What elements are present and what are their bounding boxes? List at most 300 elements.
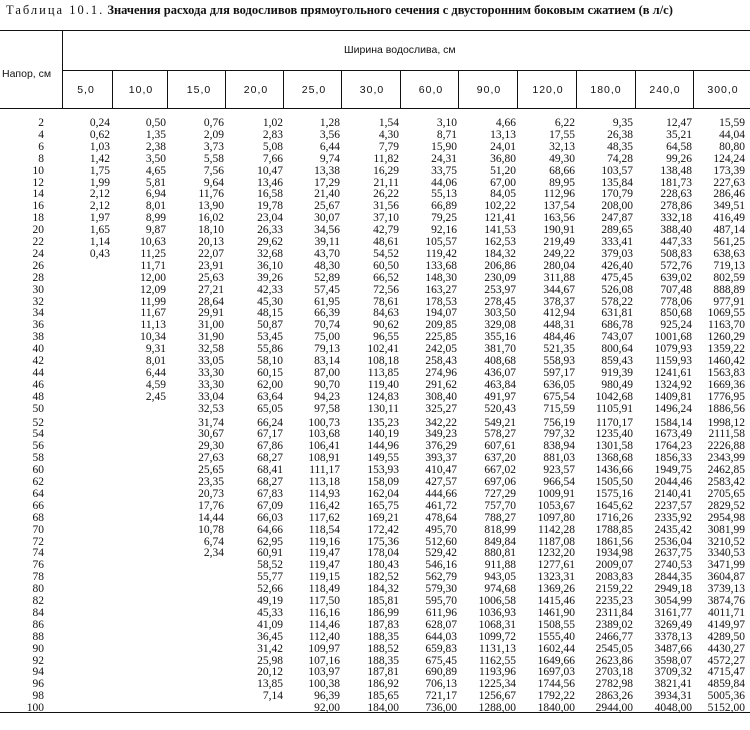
table-cell: 67,86 — [257, 440, 283, 453]
table-cell: 2,45 — [145, 390, 166, 403]
table-cell: 1301,58 — [595, 440, 633, 453]
table-cell: 3054,99 — [654, 595, 692, 607]
table-cell: 66,03 — [257, 511, 283, 524]
table-title: Значения расхода для водосливов прямоугольного сечения с двусторонним боковым сжатием (в л/с) — [107, 3, 673, 17]
table-cell: 1436,66 — [595, 464, 633, 477]
table-cell: 3709,32 — [654, 666, 692, 679]
table-cell: 68,66 — [549, 164, 575, 177]
table-cell: 66,52 — [373, 271, 399, 284]
table-cell: 1460,42 — [707, 355, 745, 367]
table-cell: 118,54 — [308, 523, 340, 536]
head-value: 46 — [32, 378, 44, 391]
table-cell: 706,13 — [425, 678, 457, 691]
table-cell: 31,00 — [198, 319, 224, 332]
head-value: 24 — [32, 247, 44, 260]
table-cell: 736,00 — [425, 702, 457, 715]
table-cell: 4,59 — [145, 378, 166, 391]
table-cell: 412,94 — [543, 307, 575, 320]
table-cell: 66,39 — [314, 307, 340, 320]
table-cell: 3874,76 — [707, 595, 745, 607]
table-cell: 0,76 — [203, 117, 224, 129]
table-cell: 149,55 — [367, 452, 399, 465]
table-cell: 1861,56 — [595, 535, 633, 548]
table-cell: 49,19 — [257, 595, 283, 607]
table-cell: 24,01 — [490, 140, 516, 153]
table-cell: 1162,55 — [479, 654, 516, 667]
table-cell: 12,00 — [140, 271, 166, 284]
table-cell: 2,34 — [203, 547, 224, 560]
table-cell: 727,29 — [484, 487, 516, 500]
column-header: 10,0 — [128, 84, 154, 96]
table-cell: 21,11 — [373, 176, 399, 189]
table-cell: 355,16 — [484, 331, 516, 344]
table-cell: 2237,57 — [654, 499, 692, 512]
table-cell: 8,71 — [436, 128, 457, 141]
table-cell: 344,67 — [543, 283, 575, 296]
table-cell: 227,63 — [713, 176, 745, 189]
table-cell: 9,31 — [145, 343, 166, 356]
table-cell: 757,70 — [484, 499, 516, 512]
table-cell: 21,40 — [314, 188, 340, 201]
table-caption — [6, 2, 746, 18]
table-cell: 911,88 — [484, 559, 516, 572]
table-cell: 3378,13 — [654, 630, 692, 643]
table-cell: 788,27 — [484, 511, 516, 524]
table-cell: 17,55 — [549, 128, 575, 141]
table-cell: 97,58 — [314, 402, 340, 415]
table-cell: 2235,23 — [595, 595, 633, 607]
table-cell: 2111,58 — [708, 428, 745, 441]
table-cell: 62,95 — [257, 535, 283, 548]
table-cell: 9,35 — [612, 117, 633, 129]
table-cell: 79,25 — [431, 212, 457, 225]
table-cell: 3081,99 — [707, 523, 745, 536]
table-cell: 1,35 — [145, 128, 166, 141]
table-cell: 74,28 — [607, 152, 633, 165]
head-value: 74 — [32, 547, 44, 560]
table-cell: 2044,46 — [654, 476, 692, 488]
table-cell: 690,89 — [425, 666, 457, 679]
head-value: 70 — [32, 523, 44, 536]
head-column-divider — [62, 30, 63, 109]
table-cell: 17,29 — [314, 176, 340, 189]
table-cell: 26,38 — [607, 128, 633, 141]
table-cell: 103,68 — [308, 428, 340, 441]
table-cell: 60,91 — [257, 547, 283, 560]
table-cell: 349,51 — [713, 200, 745, 213]
head-value: 84 — [32, 606, 44, 619]
head-value: 64 — [32, 487, 44, 500]
table-cell: 11,71 — [140, 259, 166, 272]
table-cell: 2466,77 — [595, 630, 633, 643]
table-cell: 23,91 — [198, 259, 224, 272]
table-cell: 1241,61 — [654, 366, 692, 379]
table-cell: 2944,00 — [595, 702, 633, 715]
table-cell: 546,16 — [425, 559, 457, 572]
table-cell: 109,97 — [308, 642, 340, 655]
head-value: 8 — [38, 152, 44, 165]
table-cell: 102,41 — [367, 343, 399, 356]
table-cell: 1053,67 — [537, 499, 575, 512]
table-cell: 90,62 — [373, 319, 399, 332]
table-cell: 121,41 — [484, 212, 516, 225]
table-cell: 1159,93 — [655, 355, 692, 367]
table-cell: 112,96 — [543, 188, 575, 201]
table-cell: 1,28 — [319, 117, 340, 129]
table-cell: 118,49 — [308, 583, 340, 596]
table-cell: 1359,22 — [707, 343, 745, 356]
table-cell: 54,52 — [373, 247, 399, 260]
table-cell: 4289,50 — [707, 630, 745, 643]
head-value: 32 — [32, 295, 44, 308]
table-cell: 278,45 — [484, 295, 516, 308]
column-divider — [576, 70, 577, 109]
table-cell: 178,04 — [367, 547, 399, 560]
table-cell: 2159,22 — [595, 583, 633, 596]
table-cell: 68,27 — [257, 476, 283, 488]
table-cell: 11,99 — [140, 295, 166, 308]
head-value: 30 — [32, 283, 44, 296]
table-cell: 5,81 — [145, 176, 166, 189]
table-cell: 170,79 — [601, 188, 633, 201]
table-cell: 1225,34 — [478, 678, 516, 691]
table-cell: 802,59 — [713, 271, 745, 284]
table-cell: 5,58 — [203, 152, 224, 165]
table-cell: 2389,02 — [595, 618, 633, 631]
table-cell: 64,66 — [257, 523, 283, 536]
table-cell: 242,05 — [425, 343, 457, 356]
table-cell: 966,54 — [543, 476, 575, 488]
head-value: 4 — [38, 128, 44, 141]
table-cell: 1042,68 — [595, 390, 633, 403]
table-cell: 2343,99 — [707, 452, 745, 465]
table-cell: 31,90 — [198, 331, 224, 344]
table-cell: 2705,65 — [707, 487, 745, 500]
table-cell: 1856,33 — [654, 452, 692, 465]
table-cell: 11,82 — [373, 152, 399, 165]
head-value: 72 — [32, 535, 44, 548]
head-header: Напор, см — [2, 68, 52, 80]
head-value: 20 — [32, 224, 44, 237]
table-cell: 137,54 — [543, 200, 575, 213]
table-cell: 148,30 — [425, 271, 457, 284]
table-cell: 707,48 — [660, 283, 692, 296]
table-cell: 22,07 — [198, 247, 224, 260]
table-cell: 436,07 — [484, 366, 516, 379]
table-cell: 426,40 — [601, 259, 633, 272]
column-divider — [400, 70, 401, 109]
table-cell: 184,00 — [367, 702, 399, 715]
table-cell: 697,06 — [484, 476, 516, 488]
table-cell: 29,62 — [257, 236, 283, 248]
table-cell: 1170,17 — [596, 416, 633, 429]
table-cell: 133,68 — [425, 259, 457, 272]
table-cell: 90,70 — [314, 378, 340, 391]
table-cell: 448,31 — [543, 319, 575, 332]
table-cell: 2703,18 — [595, 666, 633, 679]
head-value: 38 — [32, 331, 44, 344]
table-cell: 3487,66 — [654, 642, 692, 655]
head-value: 28 — [32, 271, 44, 284]
table-cell: 1602,44 — [537, 642, 575, 655]
table-cell: 4,65 — [145, 164, 166, 177]
table-cell: 3,56 — [319, 128, 340, 141]
table-cell: 188,35 — [367, 630, 399, 643]
table-cell: 881,03 — [543, 452, 575, 465]
table-cell: 639,02 — [660, 271, 692, 284]
table-cell: 26,33 — [257, 224, 283, 237]
width-header: Ширина водослива, см — [344, 44, 456, 56]
table-cell: 1099,72 — [478, 630, 516, 643]
table-cell: 797,32 — [543, 428, 575, 441]
table-cell: 487,14 — [713, 224, 745, 237]
table-cell: 0,24 — [89, 117, 110, 129]
table-cell: 30,67 — [198, 428, 224, 441]
table-cell: 194,07 — [425, 307, 457, 320]
table-cell: 53,45 — [257, 331, 283, 344]
table-cell: 5152,00 — [707, 702, 745, 715]
table-cell: 10,47 — [257, 164, 283, 177]
table-cell: 11,67 — [140, 307, 166, 320]
table-cell: 6,44 — [145, 366, 166, 379]
table-cell: 63,64 — [257, 390, 283, 403]
table-cell: 144,96 — [367, 440, 399, 453]
table-cell: 141,53 — [484, 224, 516, 237]
table-cell: 11,76 — [198, 188, 224, 201]
table-cell: 2949,18 — [654, 583, 692, 596]
table-cell: 463,84 — [484, 378, 516, 391]
table-cell: 20,73 — [198, 487, 224, 500]
table-cell: 1744,56 — [537, 678, 575, 691]
table-cell: 526,08 — [601, 283, 633, 296]
table-cell: 1934,98 — [595, 547, 633, 560]
table-cell: 329,08 — [484, 319, 516, 332]
table-cell: 11,13 — [140, 319, 166, 332]
table-cell: 925,24 — [660, 319, 692, 332]
table-cell: 2226,88 — [707, 440, 745, 453]
table-cell: 13,90 — [198, 200, 224, 213]
table-cell: 68,41 — [257, 464, 283, 477]
table-cell: 280,04 — [543, 259, 575, 272]
table-cell: 135,23 — [367, 416, 399, 429]
table-cell: 162,53 — [484, 236, 516, 248]
table-cell: 75,00 — [314, 331, 340, 344]
table-cell: 1792,22 — [537, 690, 575, 703]
table-cell: 119,42 — [425, 247, 457, 260]
table-cell: 6,74 — [203, 535, 224, 548]
table-cell: 1001,68 — [654, 331, 692, 344]
table-cell: 743,07 — [601, 331, 633, 344]
table-cell: 67,09 — [257, 499, 283, 512]
table-cell: 180,43 — [367, 559, 399, 572]
table-cell: 11,25 — [140, 247, 166, 260]
head-value: 94 — [32, 666, 44, 679]
table-cell: 190,91 — [543, 224, 575, 237]
table-cell: 3,73 — [203, 140, 224, 153]
table-cell: 163,56 — [543, 212, 575, 225]
table-cell: 1673,49 — [654, 428, 692, 441]
column-header: 5,0 — [77, 84, 95, 96]
table-cell: 258,43 — [425, 355, 457, 367]
table-cell: 188,52 — [367, 642, 399, 655]
table-cell: 342,22 — [425, 416, 457, 429]
table-cell: 349,23 — [425, 428, 457, 441]
table-cell: 8,01 — [145, 200, 166, 213]
table-cell: 379,03 — [601, 247, 633, 260]
table-cell: 68,27 — [257, 452, 283, 465]
table-cell: 9,74 — [319, 152, 340, 165]
table-cell: 562,79 — [425, 571, 457, 584]
head-value: 60 — [32, 464, 44, 477]
table-cell: 3,10 — [436, 117, 457, 129]
table-cell: 597,17 — [543, 366, 575, 379]
table-cell: 3604,87 — [707, 571, 745, 584]
table-cell: 1,42 — [89, 152, 110, 165]
table-cell: 1508,55 — [537, 618, 575, 631]
table-cell: 24,31 — [431, 152, 457, 165]
table-cell: 108,18 — [367, 355, 399, 367]
head-value: 6 — [38, 140, 44, 153]
table-cell: 64,58 — [666, 140, 692, 153]
head-value: 18 — [32, 212, 44, 225]
table-cell: 33,30 — [198, 366, 224, 379]
table-cell: 2637,75 — [654, 547, 692, 560]
head-value: 48 — [32, 390, 44, 403]
table-cell: 2083,83 — [595, 571, 633, 584]
head-value: 90 — [32, 642, 44, 655]
table-cell: 87,00 — [314, 366, 340, 379]
table-cell: 52,89 — [314, 271, 340, 284]
table-cell: 178,53 — [425, 295, 457, 308]
table-cell: 135,84 — [601, 176, 633, 189]
table-cell: 778,06 — [660, 295, 692, 308]
head-value: 36 — [32, 319, 44, 332]
table-cell: 55,77 — [257, 571, 283, 584]
table-cell: 112,40 — [308, 630, 340, 643]
table-cell: 4,66 — [495, 117, 516, 129]
table-cell: 2335,92 — [654, 511, 692, 524]
table-cell: 39,11 — [314, 236, 340, 248]
table-cell: 25,63 — [198, 271, 224, 284]
table-cell: 3340,53 — [707, 547, 745, 560]
table-cell: 44,04 — [719, 128, 745, 141]
table-cell: 1697,03 — [537, 666, 575, 679]
table-cell: 880,81 — [484, 547, 516, 560]
table-cell: 182,52 — [367, 571, 399, 584]
table-cell: 111,17 — [309, 464, 340, 477]
table-cell: 55,13 — [431, 188, 457, 201]
table-cell: 119,15 — [308, 571, 340, 584]
table-cell: 3934,31 — [654, 690, 692, 703]
table-cell: 0,62 — [89, 128, 110, 141]
table-cell: 888,89 — [713, 283, 745, 296]
table-cell: 184,32 — [484, 247, 516, 260]
table-cell: 14,44 — [198, 511, 224, 524]
head-value: 88 — [32, 630, 44, 643]
table-cell: 19,78 — [257, 200, 283, 213]
table-cell: 1409,81 — [654, 390, 692, 403]
table-cell: 219,49 — [543, 236, 575, 248]
table-cell: 116,42 — [308, 499, 340, 512]
table-cell: 2,09 — [203, 128, 224, 141]
table-cell: 1079,93 — [654, 343, 692, 356]
table-cell: 43,70 — [314, 247, 340, 260]
table-cell: 84,05 — [490, 188, 516, 201]
table-cell: 60,50 — [373, 259, 399, 272]
table-cell: 1840,00 — [537, 702, 575, 715]
table-cell: 410,47 — [425, 464, 457, 477]
table-cell: 225,85 — [425, 331, 457, 344]
table-cell: 1776,95 — [707, 390, 745, 403]
table-cell: 26,22 — [373, 188, 399, 201]
table-cell: 1369,26 — [537, 583, 575, 596]
table-cell: 1163,70 — [708, 319, 745, 332]
table-cell: 61,95 — [314, 295, 340, 308]
table-cell: 495,70 — [425, 523, 457, 536]
table-cell: 51,20 — [490, 164, 516, 177]
table-cell: 9,87 — [145, 224, 166, 237]
table-cell: 447,33 — [660, 236, 692, 248]
table-cell: 1649,66 — [537, 654, 575, 667]
table-cell: 60,15 — [257, 366, 283, 379]
table-cell: 1764,23 — [654, 440, 692, 453]
table-cell: 96,55 — [373, 331, 399, 344]
header-subrule — [62, 70, 750, 71]
table-cell: 2536,04 — [654, 535, 692, 548]
table-cell: 2863,26 — [595, 690, 633, 703]
table-cell: 484,46 — [543, 331, 575, 344]
table-cell: 188,35 — [367, 654, 399, 667]
table-cell: 3269,49 — [654, 618, 692, 631]
table-cell: 0,43 — [89, 247, 110, 260]
table-cell: 4149,97 — [707, 618, 745, 631]
table-cell: 1277,61 — [537, 559, 575, 572]
table-cell: 943,05 — [484, 571, 516, 584]
table-cell: 25,98 — [257, 654, 283, 667]
table-cell: 850,68 — [660, 307, 692, 320]
head-value: 56 — [32, 440, 44, 453]
table-cell: 416,49 — [713, 212, 745, 225]
table-cell: 163,27 — [425, 283, 457, 296]
table-cell: 130,11 — [367, 402, 399, 415]
table-cell: 249,22 — [543, 247, 575, 260]
table-cell: 849,84 — [484, 535, 516, 548]
table-cell: 1193,96 — [479, 666, 516, 679]
column-header: 60,0 — [418, 84, 444, 96]
table-cell: 173,39 — [713, 164, 745, 177]
table-cell: 72,56 — [373, 283, 399, 296]
table-cell: 92,16 — [431, 224, 457, 237]
table-cell: 7,14 — [262, 690, 283, 703]
table-cell: 8,99 — [145, 212, 166, 225]
table-cell: 10,34 — [140, 331, 166, 344]
head-value: 50 — [32, 402, 44, 415]
table-cell: 140,19 — [367, 428, 399, 441]
table-cell: 291,62 — [425, 378, 457, 391]
table-cell: 16,58 — [257, 188, 283, 201]
table-cell: 388,40 — [660, 224, 692, 237]
table-cell: 4,30 — [378, 128, 399, 141]
table-cell: 2140,41 — [654, 487, 692, 500]
table-cell: 611,96 — [425, 606, 457, 619]
table-cell: 1235,40 — [595, 428, 633, 441]
head-value: 76 — [32, 559, 44, 572]
table-cell: 4715,47 — [707, 666, 745, 679]
table-cell: 3821,41 — [654, 678, 692, 691]
table-cell: 162,04 — [367, 487, 399, 500]
column-header: 15,0 — [186, 84, 212, 96]
table-cell: 974,68 — [484, 583, 516, 596]
